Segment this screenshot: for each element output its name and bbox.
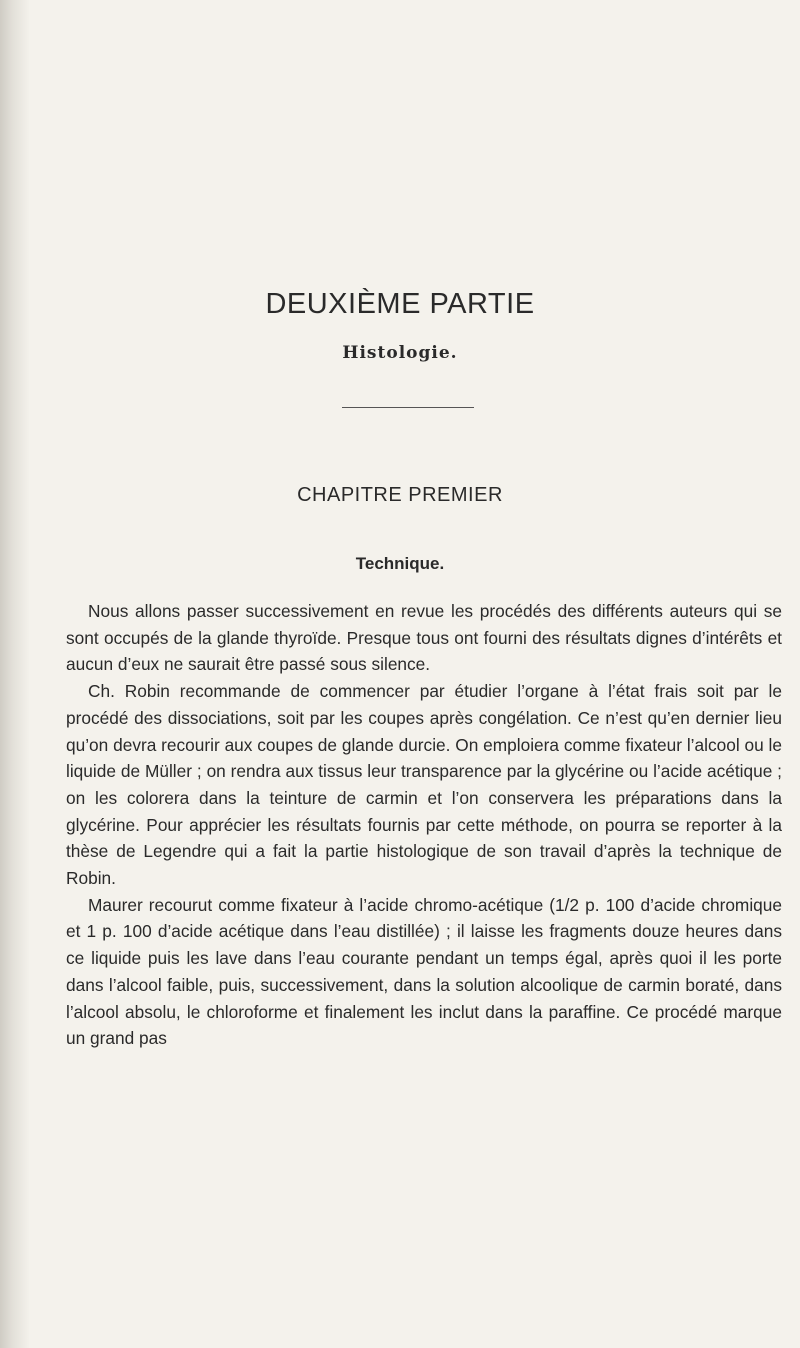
paragraph: Ch. Robin recommande de commencer par étudier l’organe à l’état frais soit par le procédé des dissociations, soit par les coupes après congélation. Ce n’est qu’en dernier lieu qu’on devra recourir aux coupes de glande durcie. On emploiera comme fixateur l’alcool ou le liquide de Müller ; on rendra aux tissus leur transparence par la glycérine ou l’acide acétique ; on les colorera dans la teinture de carmin et l’on conservera les préparations dans la glycérine. Pour apprécier les résultats fournis par cette méthode, on pourra se reporter à la thèse de Legendre qui a fait la partie histologique de son travail d’après la technique de Robin. [66, 681, 782, 889]
part-title: DEUXIÈME PARTIE [265, 288, 535, 320]
section-title: Technique. [355, 554, 445, 573]
paragraph: Nous allons passer successivement en revue les procédés des différents auteurs qui se sont occupés de la glande thyroïde. Presque tous ont fourni des résultats dignes d’intérêts et aucun d’eux ne saurait être passé sous silence. [66, 601, 782, 675]
page-edge-shadow [0, 0, 30, 1348]
divider-rule [342, 407, 474, 408]
body-text [66, 598, 782, 1052]
part-subtitle: Histologie. [342, 343, 458, 363]
paragraph: Maurer recourut comme fixateur à l’acide chromo-acétique (1/2 p. 100 d’acide chromique et 1 p. 100 d’acide acétique dans l’eau distillée) ; il laisse les fragments douze heures dans ce liquide puis les lave dans l’eau courante pendant un temps égal, après quoi il les porte dans l’alcool faible, puis, successivement, dans la solution alcoolique de carmin boraté, dans l’alcool absolu, le chloroforme et finalement les inclut dans la paraffine. Ce procédé marque un grand pas [66, 894, 782, 1049]
chapter-title: CHAPITRE PREMIER [297, 484, 503, 506]
